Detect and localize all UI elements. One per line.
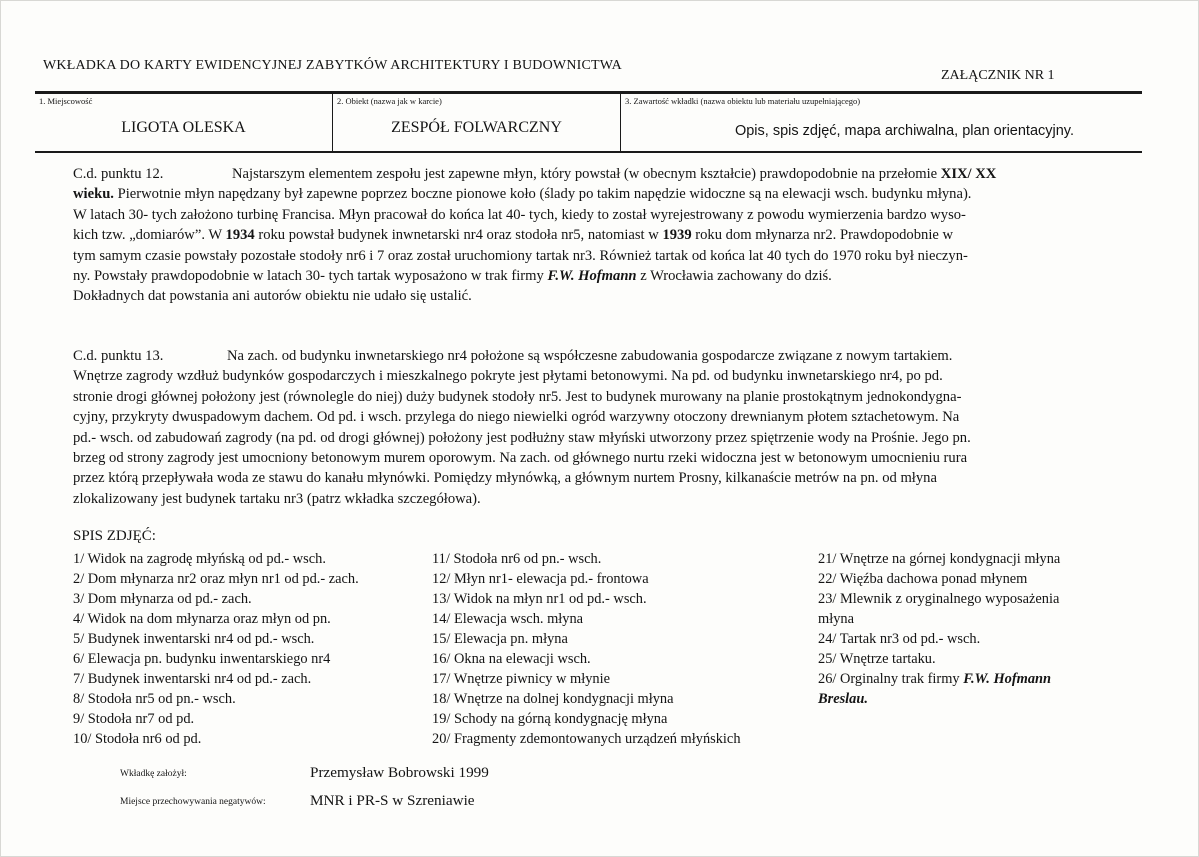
photo-item: 17/ Wnętrze piwnicy w młynie: [432, 671, 610, 687]
text-line: cyjny, przykryty dwuspadowym dachem. Od pd. i wsch. przylega do niego niewielki ogród warzywny otoczony drewnianym płotem sztachetowym. Na: [73, 409, 960, 426]
photo-item: 18/ Wnętrze na dolnej kondygnacji młyna: [432, 691, 674, 707]
bold-run: 1939: [662, 227, 692, 244]
text-run: Najstarszym elementem zespołu jest zapewne młyn, który powstał (w obecnym kształcie) prawdopodobnie na przełomie: [232, 166, 941, 182]
text-line: przez którą przepływała woda ze stawu do kanału młynówki. Pomiędzy młynówką, a głównym nurtem Prosny, kilkanaście metrów na pn. od młyna: [73, 470, 937, 487]
paragraph-lead: C.d. punktu 13.: [73, 348, 164, 364]
text-run: 26/ Orginalny trak firmy: [818, 671, 964, 687]
bold-run: wieku.: [73, 186, 114, 203]
text-run: kich tzw. „domiarów”. W: [73, 227, 226, 244]
text-line: [73, 225, 1125, 245]
text-line: [73, 164, 1125, 184]
field-contents: [620, 94, 1142, 151]
photo-item: 6/ Elewacja pn. budynku inwentarskiego nr4: [73, 651, 331, 667]
bold-italic-run: Breslau.: [818, 691, 868, 707]
photo-item: 5/ Budynek inwentarski nr4 od pd.- wsch.: [73, 631, 315, 647]
photo-item: 23/ Mlewnik z oryginalnego wyposażenia: [818, 591, 1060, 607]
text-run: Pierwotnie młyn napędzany był zapewne poprzez boczne pionowe koło (ślady po takim napędzie widoczne są na elewacji wsch. budynku młyna).: [113, 186, 972, 203]
field-locality-label: 1. Miejscowość: [39, 96, 93, 106]
photo-item: 7/ Budynek inwentarski nr4 od pd.- zach.: [73, 671, 312, 687]
photo-item: 3/ Dom młynarza od pd.- zach.: [73, 591, 252, 607]
photo-item: 13/ Widok na młyn nr1 od pd.- wsch.: [432, 591, 647, 607]
photo-item: 10/ Stodoła nr6 od pd.: [73, 731, 202, 747]
photo-item: [818, 689, 1060, 709]
photo-item: młyna: [818, 611, 854, 627]
text-run: ny. Powstały prawdopodobnie w latach 30- tych tartak wyposażono w trak firmy: [73, 268, 548, 285]
text-line: zlokalizowany jest budynek tartaku nr3 (patrz wkładka szczegółowa).: [73, 490, 481, 507]
photo-item: [818, 669, 1060, 689]
photo-item: 2/ Dom młynarza nr2 oraz młyn nr1 od pd.- zach.: [73, 571, 359, 587]
photo-item: 16/ Okna na elewacji wsch.: [432, 651, 591, 667]
photo-item: 12/ Młyn nr1- elewacja pd.- frontowa: [432, 571, 649, 587]
appendix-label: ZAŁĄCZNIK NR 1: [941, 68, 1055, 83]
text-line: Dokładnych dat powstania ani autorów obiektu nie udało się ustalić.: [73, 288, 472, 305]
field-object: [332, 94, 620, 151]
photo-item: 9/ Stodoła nr7 od pd.: [73, 711, 195, 727]
photo-item: 15/ Elewacja pn. młyna: [432, 631, 568, 647]
field-locality: [35, 94, 332, 151]
paragraph-point-13: [73, 346, 1108, 509]
footer-author-value: Przemysław Bobrowski 1999: [310, 764, 489, 781]
text-line: pd.- wsch. od zabudowań zagrody (na pd. od drogi głównej) położony jest podłużny staw młyński utworzony przez spiętrzenie wody na Prośnie. Jego pn.: [73, 429, 971, 446]
bold-run: XIX/ XX: [940, 166, 997, 182]
text-run: roku powstał budynek inwnetarski nr4 oraz stodoła nr5, natomiast w: [254, 227, 663, 244]
field-object-label: 2. Obiekt (nazwa jak w karcie): [337, 96, 442, 106]
photo-item: 21/ Wnętrze na górnej kondygnacji młyna: [818, 551, 1061, 567]
photo-item: 8/ Stodoła nr5 od pn.- wsch.: [73, 691, 236, 707]
text-line: brzeg od strony zagrody jest umocniony betonowym murem oporowym. Na zach. od głównego nurtu rzeki widoczna jest w betonowym umocnieniu rura: [73, 450, 968, 467]
photo-list-column-1: [73, 549, 359, 749]
field-contents-value: Opis, spis zdjęć, mapa archiwalna, plan orientacyjny.: [734, 123, 1074, 139]
photo-item: 14/ Elewacja wsch. młyna: [432, 611, 584, 627]
field-contents-label: 3. Zawartość wkładki (nazwa obiektu lub materiału uzupełniającego): [625, 96, 861, 106]
photo-item: 25/ Wnętrze tartaku.: [818, 651, 936, 667]
bold-italic-run: F.W. Hofmann: [963, 671, 1052, 687]
text-run: Na zach. od budynku inwnetarskiego nr4 położone są współczesne zabudowania gospodarcze związane z nowym tartakiem.: [227, 348, 953, 364]
photo-item: 22/ Więźba dachowa ponad młynem: [818, 571, 1028, 587]
photo-item: 4/ Widok na dom młynarza oraz młyn od pn.: [73, 611, 331, 627]
photo-list-heading: SPIS ZDJĘĆ:: [73, 528, 156, 544]
text-line: [73, 266, 1125, 286]
photo-item: 11/ Stodoła nr6 od pn.- wsch.: [432, 551, 602, 567]
footer-storage-label: Miejsce przechowywania negatywów:: [120, 797, 266, 807]
photo-item: 24/ Tartak nr3 od pd.- wsch.: [818, 631, 981, 647]
text-run: z Wrocławia zachowany do dziś.: [636, 268, 832, 285]
photo-item: 1/ Widok na zagrodę młyńską od pd.- wsch.: [73, 551, 326, 567]
form-title: WKŁADKA DO KARTY EWIDENCYJNEJ ZABYTKÓW ARCHITEKTURY I BUDOWNICTWA: [43, 58, 622, 73]
header-fields-table: [35, 91, 1142, 153]
text-line: Wnętrze zagrody wzdłuż budynków gospodarczych i mieszkalnego pokryte jest płytami betonowymi. Na pd. od budynku inwnetarskiego nr4, po pd.: [73, 368, 943, 385]
text-line: [73, 346, 1108, 366]
photo-list-column-2: [432, 549, 741, 749]
photo-item: 19/ Schody na górną kondygnację młyna: [432, 711, 668, 727]
photo-item: 20/ Fragmenty zdemontowanych urządzeń młyńskich: [432, 731, 741, 747]
text-line: W latach 30- tych założono turbinę Francisa. Młyn pracował do końca lat 40- tych, kiedy to został wyrejestrowany z powodu wymierzenia bardzo wyso-: [73, 206, 966, 223]
field-object-value: ZESPÓŁ FOLWARCZNY: [391, 119, 562, 136]
field-locality-value: LIGOTA OLESKA: [121, 119, 246, 136]
bold-italic-run: F.W. Hofmann: [547, 268, 637, 285]
paragraph-point-12: [73, 164, 1125, 307]
text-line: tym samym czasie powstały pozostałe stodoły nr6 i 7 oraz został uruchomiony tartak nr3. Również tartak od końca lat 40 tych do 1970 roku był nieczyn-: [73, 247, 968, 264]
text-run: roku dom młynarza nr2. Prawdopodobnie w: [691, 227, 954, 244]
footer-storage-value: MNR i PR-S w Szreniawie: [310, 792, 475, 809]
photo-list-column-3: [818, 549, 1060, 709]
text-line: stronie drogi głównej położony jest (równolegle do niej) duży budynek stodoły nr5. Jest to budynek murowany na planie prostokątnym jednokondygna-: [73, 388, 962, 405]
footer-author-label: Wkładkę założył:: [120, 769, 187, 779]
text-line: [73, 184, 1125, 204]
bold-run: 1934: [225, 227, 255, 244]
paragraph-lead: C.d. punktu 12.: [73, 166, 164, 182]
